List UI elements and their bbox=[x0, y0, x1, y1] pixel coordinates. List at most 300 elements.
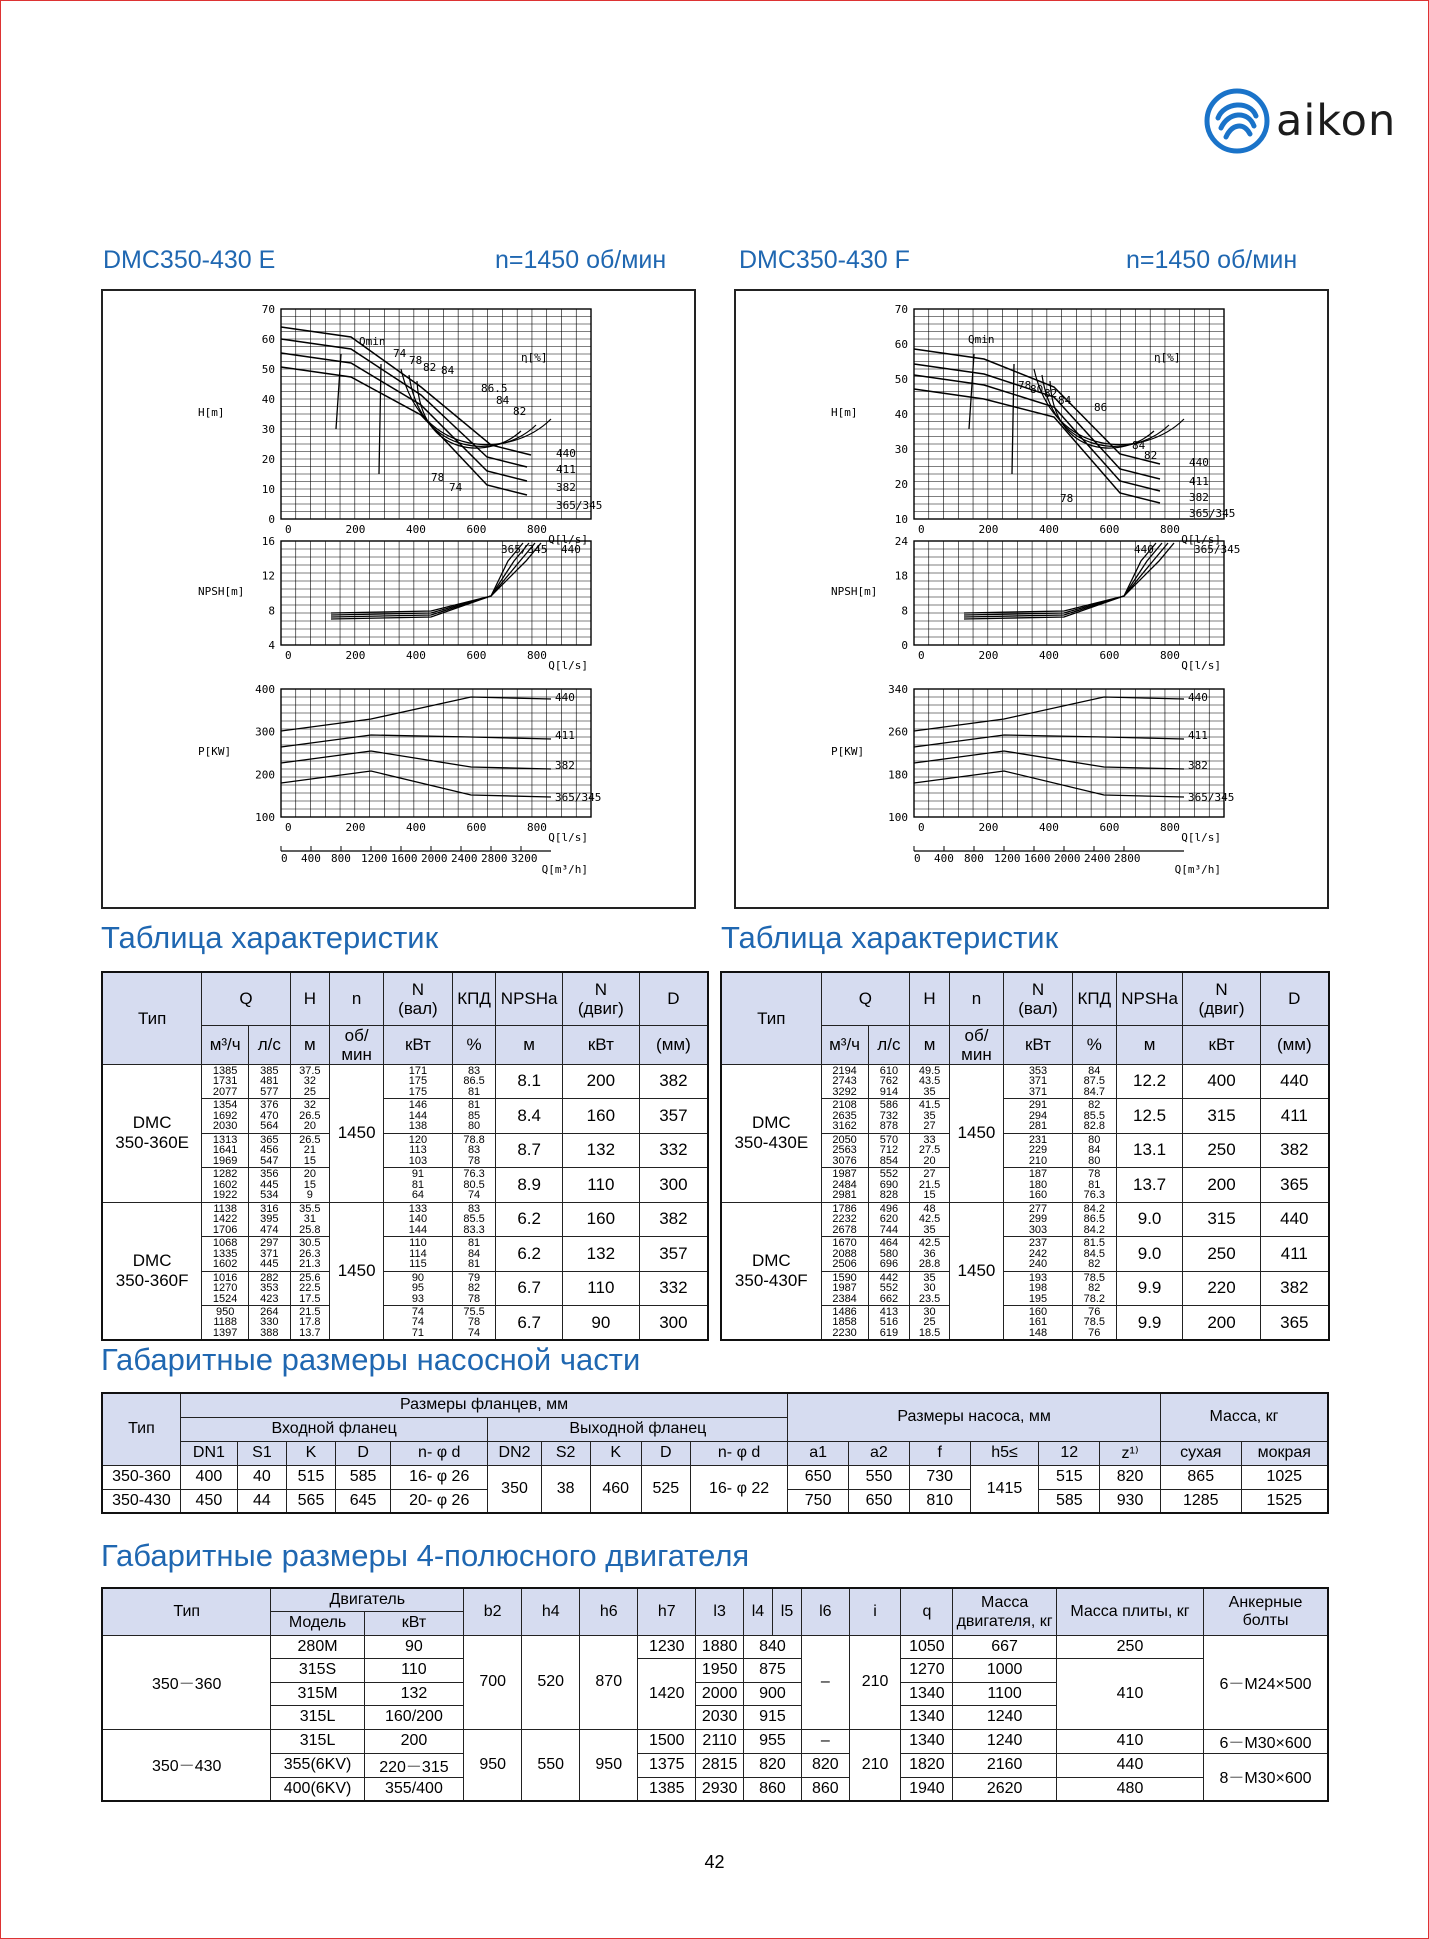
power-tick: 400 bbox=[255, 683, 275, 696]
col-l3: l3 bbox=[696, 1588, 744, 1635]
cell-values: 75.5 78 74 bbox=[452, 1306, 496, 1341]
q-tick: 400 bbox=[1039, 523, 1059, 536]
h-curve-label: 382 bbox=[1189, 491, 1209, 504]
cell-l6: – bbox=[802, 1635, 850, 1729]
cell-values: 496 620 744 bbox=[868, 1202, 910, 1237]
cell-d: 382 bbox=[639, 1064, 708, 1099]
col-type: Тип bbox=[721, 972, 821, 1064]
cell-values: 1670 2088 2506 bbox=[821, 1237, 868, 1272]
unit-kw: кВт bbox=[384, 1025, 453, 1064]
q-tick: 400 bbox=[406, 649, 426, 662]
col-q: Q bbox=[202, 972, 290, 1025]
cell-l6: 820 bbox=[802, 1753, 850, 1777]
cell-h4: 520 bbox=[522, 1635, 580, 1729]
unit-n: об/мин bbox=[949, 1025, 1003, 1064]
cell-s1: 44 bbox=[237, 1489, 286, 1513]
cell-12: 515 bbox=[1039, 1465, 1100, 1489]
eff-label: 82 bbox=[1044, 387, 1058, 400]
col-13: f bbox=[909, 1441, 970, 1465]
cell-values: 84 87.5 84.7 bbox=[1072, 1064, 1116, 1099]
cell-values: 21.5 17.8 13.7 bbox=[290, 1306, 329, 1341]
cell-npsha: 9.0 bbox=[1116, 1237, 1183, 1272]
cell-values: 42.5 36 28.8 bbox=[910, 1237, 950, 1272]
col-9: D bbox=[641, 1441, 690, 1465]
q3-tick: 2800 bbox=[481, 852, 508, 865]
col-16: z¹⁾ bbox=[1100, 1441, 1161, 1465]
col-type: Тип bbox=[102, 1588, 271, 1635]
cell-motor: 200 bbox=[1183, 1168, 1260, 1203]
cell-motor: 315 bbox=[1183, 1202, 1260, 1237]
cell-d: 332 bbox=[639, 1271, 708, 1306]
cell-npsha: 6.7 bbox=[496, 1271, 563, 1306]
cell-d: 300 bbox=[639, 1168, 708, 1203]
cell-npsha: 8.1 bbox=[496, 1064, 563, 1099]
cell-f: 810 bbox=[909, 1489, 970, 1513]
table-row bbox=[102, 1635, 1328, 1659]
cell-values: 316 395 474 bbox=[249, 1202, 291, 1237]
brand-logo bbox=[1204, 86, 1414, 156]
cell-values: 1354 1692 2030 bbox=[202, 1099, 249, 1134]
eff-label: 78 bbox=[409, 354, 423, 367]
power-curve bbox=[914, 751, 1184, 769]
cell-mass-motor: 2620 bbox=[953, 1777, 1057, 1801]
col-5: n- φ d bbox=[391, 1441, 488, 1465]
table-row bbox=[102, 1465, 1328, 1489]
cell-values: 442 552 662 bbox=[868, 1271, 910, 1306]
col-outlet: Выходной фланец bbox=[488, 1417, 788, 1441]
col-flanges: Размеры фланцев, мм bbox=[180, 1393, 787, 1417]
pump-curve-chart-e bbox=[101, 289, 696, 909]
cell-a1: 650 bbox=[788, 1465, 849, 1489]
q-tick: 0 bbox=[918, 821, 925, 834]
cell-values: 365 456 547 bbox=[249, 1133, 291, 1168]
npsh-grid bbox=[281, 541, 591, 645]
cell-values: 1138 1422 1706 bbox=[202, 1202, 249, 1237]
cell-mass-motor: 667 bbox=[953, 1635, 1057, 1659]
eff-label: 82 bbox=[513, 405, 527, 418]
cell-a1: 750 bbox=[788, 1489, 849, 1513]
power-tick: 300 bbox=[255, 725, 275, 739]
power-curve-label: 411 bbox=[555, 729, 575, 742]
h-tick: 50 bbox=[894, 373, 908, 386]
cell-kw: 90 bbox=[364, 1635, 463, 1659]
aikon-logo-icon bbox=[1204, 88, 1270, 154]
h-curve-label: 411 bbox=[1189, 475, 1209, 488]
cell-values: 35 30 23.5 bbox=[910, 1271, 950, 1306]
col-pump-size: Размеры насоса, мм bbox=[788, 1393, 1161, 1441]
cell-values: 33 27.5 20 bbox=[910, 1133, 950, 1168]
cell-d: 365 bbox=[1260, 1306, 1329, 1341]
cell-values: 37.5 32 25 bbox=[290, 1064, 329, 1099]
q-tick: 200 bbox=[345, 649, 366, 662]
col-l5: l5 bbox=[772, 1588, 801, 1635]
cell-values: 291 294 281 bbox=[1004, 1099, 1073, 1134]
col-8: K bbox=[590, 1441, 641, 1465]
cell-npsha: 8.7 bbox=[496, 1133, 563, 1168]
col-mass-motor: Масса двигателя, кг bbox=[953, 1588, 1057, 1635]
cell-kw: 110 bbox=[364, 1659, 463, 1683]
cell-bolts: 8－M30×600 bbox=[1204, 1753, 1328, 1801]
cell-wet: 1525 bbox=[1241, 1489, 1328, 1513]
chart-title-e: DMC350-430 E bbox=[103, 246, 276, 274]
cell-l3: 2030 bbox=[696, 1706, 744, 1730]
cell-npsha: 12.5 bbox=[1116, 1099, 1183, 1134]
cell-dn1: 450 bbox=[180, 1489, 237, 1513]
cell-motor: 160 bbox=[562, 1099, 639, 1134]
cell-d: 300 bbox=[639, 1306, 708, 1341]
unit-q1: м³/ч bbox=[202, 1025, 249, 1064]
eff-contour bbox=[1050, 381, 1154, 448]
unit-mm: (мм) bbox=[1260, 1025, 1329, 1064]
cell-12: 585 bbox=[1039, 1489, 1100, 1513]
cell-values: 160 161 148 bbox=[1004, 1306, 1073, 1341]
col-b2: b2 bbox=[464, 1588, 522, 1635]
q3-tick: 3200 bbox=[511, 852, 538, 865]
perf-title-right: Таблица характеристик bbox=[721, 920, 1059, 955]
q3-tick: 2000 bbox=[421, 852, 448, 865]
cell-values: 950 1188 1397 bbox=[202, 1306, 249, 1341]
cell-motor: 90 bbox=[562, 1306, 639, 1341]
cell-motor: 250 bbox=[1183, 1237, 1260, 1272]
cell-l3: 2110 bbox=[696, 1729, 744, 1753]
cell-values: 1282 1602 1922 bbox=[202, 1168, 249, 1203]
cell-kw: 160/200 bbox=[364, 1706, 463, 1730]
cell-q: 1820 bbox=[901, 1753, 953, 1777]
npsh-curve-label: 365/345 bbox=[1194, 543, 1241, 556]
table-row bbox=[721, 1064, 1329, 1099]
q-unit-label: Q[l/s] bbox=[1181, 831, 1221, 844]
h-tick: 60 bbox=[261, 333, 275, 346]
cell-values: 48 42.5 35 bbox=[910, 1202, 950, 1237]
cell-d: 440 bbox=[1260, 1202, 1329, 1237]
cell-wet: 1025 bbox=[1241, 1465, 1328, 1489]
q-tick: 0 bbox=[285, 523, 292, 536]
q-tick: 200 bbox=[978, 649, 999, 662]
cell-values: 610 762 914 bbox=[868, 1064, 910, 1099]
cell-values: 74 74 71 bbox=[384, 1306, 453, 1341]
h-curve-label: 382 bbox=[556, 481, 576, 494]
h-tick: 20 bbox=[894, 478, 908, 491]
cell-type: 350－430 bbox=[102, 1729, 271, 1801]
h-tick: 10 bbox=[261, 483, 275, 496]
cell-values: 25.6 22.5 17.5 bbox=[290, 1271, 329, 1306]
col-eff: КПД bbox=[1072, 972, 1116, 1025]
cell-values: 78.8 83 78 bbox=[452, 1133, 496, 1168]
h-curve-label: 440 bbox=[1189, 456, 1209, 469]
cell-values: 120 113 103 bbox=[384, 1133, 453, 1168]
eff-label: 80 bbox=[1030, 383, 1044, 396]
cell-values: 78.5 82 78.2 bbox=[1072, 1271, 1116, 1306]
power-curve-label: 365/345 bbox=[1188, 791, 1235, 804]
cell-l3: 1880 bbox=[696, 1635, 744, 1659]
npsh-tick: 8 bbox=[268, 604, 275, 618]
npsh-curve-label: 365/345 bbox=[501, 543, 548, 556]
q3-tick: 800 bbox=[331, 852, 351, 865]
cell-motor: 250 bbox=[1183, 1133, 1260, 1168]
cell-h6: 870 bbox=[580, 1635, 638, 1729]
pump-dims-title: Габаритные размеры насосной части bbox=[101, 1342, 641, 1377]
q-tick: 0 bbox=[918, 649, 925, 662]
qmin-line bbox=[1012, 364, 1014, 474]
eff-label: 84 bbox=[441, 364, 455, 377]
unit-kw2: кВт bbox=[562, 1025, 639, 1064]
cell-npsha: 9.9 bbox=[1116, 1271, 1183, 1306]
npsh-curve-label: 440 bbox=[1134, 543, 1154, 556]
cell-motor: 132 bbox=[562, 1133, 639, 1168]
q3-tick: 0 bbox=[281, 852, 288, 865]
cell-l6: 860 bbox=[802, 1777, 850, 1801]
npsh-curve-label: 440 bbox=[561, 543, 581, 556]
cell-dn2: 350 bbox=[488, 1465, 541, 1513]
col-d: D bbox=[1260, 972, 1329, 1025]
cell-l45: 840 bbox=[743, 1635, 801, 1659]
cell-npsha: 12.2 bbox=[1116, 1064, 1183, 1099]
q-tick: 400 bbox=[1039, 649, 1059, 662]
unit-m: м bbox=[496, 1025, 563, 1064]
unit-h: м bbox=[290, 1025, 329, 1064]
perf-table-left-wrap bbox=[101, 971, 709, 1341]
cell-h7: 1375 bbox=[638, 1753, 696, 1777]
cell-values: 187 180 160 bbox=[1004, 1168, 1073, 1203]
cell-motor: 400 bbox=[1183, 1064, 1260, 1099]
h-curve-label: 411 bbox=[556, 463, 576, 476]
col-h6: h6 bbox=[580, 1588, 638, 1635]
cell-mass-motor: 1240 bbox=[953, 1706, 1057, 1730]
cell-f: 730 bbox=[909, 1465, 970, 1489]
col-mass-plate: Масса плиты, кг bbox=[1056, 1588, 1203, 1635]
cell-values: 570 712 854 bbox=[868, 1133, 910, 1168]
cell-bolts: 6－M24×500 bbox=[1204, 1635, 1328, 1729]
col-npsha: NPSHa bbox=[1116, 972, 1183, 1025]
unit-n: об/мин bbox=[330, 1025, 384, 1064]
cell-values: 76.3 80.5 74 bbox=[452, 1168, 496, 1203]
cell-d: 585 bbox=[336, 1465, 391, 1489]
cell-q: 1340 bbox=[901, 1706, 953, 1730]
q-tick: 200 bbox=[978, 523, 999, 536]
col-17: сухая bbox=[1160, 1441, 1241, 1465]
eff-label: 78 bbox=[1060, 492, 1074, 505]
eff-label: 82 bbox=[423, 361, 437, 374]
q3-tick: 2800 bbox=[1114, 852, 1141, 865]
h-tick: 40 bbox=[894, 408, 908, 421]
h-tick: 40 bbox=[261, 393, 275, 406]
col-n-shaft: N (вал) bbox=[384, 972, 453, 1025]
col-n-motor: N (двиг) bbox=[562, 972, 639, 1025]
h-tick: 20 bbox=[261, 453, 275, 466]
col-d: D bbox=[639, 972, 708, 1025]
h-curve-label: 365/345 bbox=[556, 499, 603, 512]
cell-values: 1385 1731 2077 bbox=[202, 1064, 249, 1099]
npsh-tick: 0 bbox=[901, 639, 908, 652]
cell-bolts: 6－M30×600 bbox=[1204, 1729, 1328, 1753]
q-tick: 600 bbox=[1099, 649, 1120, 662]
cell-motor: 110 bbox=[562, 1168, 639, 1203]
cell-nd2: 16- φ 22 bbox=[690, 1465, 787, 1513]
q-tick: 800 bbox=[527, 821, 547, 834]
cell-l3: 2000 bbox=[696, 1682, 744, 1706]
cell-d: 382 bbox=[1260, 1271, 1329, 1306]
cell-d: 411 bbox=[1260, 1237, 1329, 1272]
page-number: 42 bbox=[704, 1852, 725, 1872]
col-n-shaft: N (вал) bbox=[1004, 972, 1073, 1025]
cell-kw: 132 bbox=[364, 1682, 463, 1706]
q-tick: 800 bbox=[1160, 523, 1180, 536]
cell-values: 81.5 84.5 82 bbox=[1072, 1237, 1116, 1272]
cell-values: 1068 1335 1602 bbox=[202, 1237, 249, 1272]
cell-values: 133 140 144 bbox=[384, 1202, 453, 1237]
cell-k: 565 bbox=[286, 1489, 335, 1513]
motor-dims-title: Габаритные размеры 4-полюсного двигателя bbox=[101, 1538, 750, 1573]
col-n: n bbox=[330, 972, 384, 1025]
cell-l45: 820 bbox=[743, 1753, 801, 1777]
h-tick: 30 bbox=[261, 423, 275, 436]
npsh-axis-label: NPSH[m] bbox=[198, 585, 245, 598]
npsh-tick: 24 bbox=[894, 535, 908, 548]
cell-values: 78 81 76.3 bbox=[1072, 1168, 1116, 1203]
eff-label: Qmin bbox=[359, 335, 386, 348]
q3-unit-label: Q[m³/h] bbox=[541, 863, 588, 876]
cell-motor: 132 bbox=[562, 1237, 639, 1272]
cell-values: 264 330 388 bbox=[249, 1306, 291, 1341]
cell-npsha: 9.0 bbox=[1116, 1202, 1183, 1237]
cell-values: 413 516 619 bbox=[868, 1306, 910, 1341]
cell-mass-plate: 250 bbox=[1056, 1635, 1203, 1659]
cell-type: 350-360 bbox=[102, 1465, 180, 1489]
cell-type: DMC 350-430E bbox=[721, 1064, 821, 1202]
cell-d: 365 bbox=[1260, 1168, 1329, 1203]
cell-mass-plate: 480 bbox=[1056, 1777, 1203, 1801]
h-curve-label: 440 bbox=[556, 447, 576, 460]
cell-motor: 110 bbox=[562, 1271, 639, 1306]
h-tick: 30 bbox=[894, 443, 908, 456]
cell-l3: 1950 bbox=[696, 1659, 744, 1683]
eff-label: 74 bbox=[393, 347, 407, 360]
unit-q2: л/с bbox=[249, 1025, 291, 1064]
q-unit-label: Q[l/s] bbox=[1181, 533, 1221, 546]
cell-values: 84.2 86.5 84.2 bbox=[1072, 1202, 1116, 1237]
cell-kw: 200 bbox=[364, 1729, 463, 1753]
h-tick: 10 bbox=[894, 513, 908, 526]
power-curve-label: 365/345 bbox=[555, 791, 602, 804]
q3-tick: 1600 bbox=[391, 852, 418, 865]
col-6: DN2 bbox=[488, 1441, 541, 1465]
q-tick: 600 bbox=[466, 821, 487, 834]
q-tick: 800 bbox=[1160, 821, 1180, 834]
cell-l45: 860 bbox=[743, 1777, 801, 1801]
npsh-tick: 8 bbox=[901, 604, 908, 618]
cell-q: 1270 bbox=[901, 1659, 953, 1683]
unit-mm: (мм) bbox=[639, 1025, 708, 1064]
q-tick: 600 bbox=[466, 523, 487, 536]
cell-values: 30 25 18.5 bbox=[910, 1306, 950, 1341]
col-model: Модель bbox=[271, 1612, 364, 1636]
col-q: q bbox=[901, 1588, 953, 1635]
cell-n: 1450 bbox=[330, 1064, 384, 1202]
cell-motor: 200 bbox=[562, 1064, 639, 1099]
col-3: K bbox=[286, 1441, 335, 1465]
col-h4: h4 bbox=[522, 1588, 580, 1635]
power-tick: 100 bbox=[888, 811, 908, 824]
cell-values: 20 15 9 bbox=[290, 1168, 329, 1203]
cell-values: 32 26.5 20 bbox=[290, 1099, 329, 1134]
cell-l3: 2815 bbox=[696, 1753, 744, 1777]
cell-l45: 900 bbox=[743, 1682, 801, 1706]
cell-h5: 1415 bbox=[970, 1465, 1039, 1513]
cell-q: 1940 bbox=[901, 1777, 953, 1801]
cell-mass-plate: 410 bbox=[1056, 1729, 1203, 1753]
cell-values: 80 84 80 bbox=[1072, 1133, 1116, 1168]
cell-a2: 650 bbox=[849, 1489, 910, 1513]
power-tick: 260 bbox=[888, 725, 908, 739]
pump-curve-chart-f bbox=[734, 289, 1329, 909]
cell-values: 1313 1641 1969 bbox=[202, 1133, 249, 1168]
col-14: h5≤ bbox=[970, 1441, 1039, 1465]
col-h: H bbox=[290, 972, 329, 1025]
unit-pct: % bbox=[1072, 1025, 1116, 1064]
cell-a2: 550 bbox=[849, 1465, 910, 1489]
cell-d: 645 bbox=[336, 1489, 391, 1513]
cell-i: 210 bbox=[849, 1729, 901, 1801]
unit-kw: кВт bbox=[1004, 1025, 1073, 1064]
cell-values: 146 144 138 bbox=[384, 1099, 453, 1134]
table-row bbox=[102, 1753, 1328, 1777]
table-row bbox=[102, 1777, 1328, 1801]
cell-model: 280M bbox=[271, 1635, 364, 1659]
cell-z: 820 bbox=[1100, 1465, 1161, 1489]
cell-values: 2108 2635 3162 bbox=[821, 1099, 868, 1134]
q3-tick: 1200 bbox=[994, 852, 1021, 865]
cell-values: 79 82 78 bbox=[452, 1271, 496, 1306]
cell-npsha: 13.7 bbox=[1116, 1168, 1183, 1203]
cell-d: 382 bbox=[1260, 1133, 1329, 1168]
cell-motor: 315 bbox=[1183, 1099, 1260, 1134]
unit-q1: м³/ч bbox=[821, 1025, 868, 1064]
q-tick: 800 bbox=[527, 649, 547, 662]
cell-values: 376 470 564 bbox=[249, 1099, 291, 1134]
cell-b2: 700 bbox=[464, 1635, 522, 1729]
table-row bbox=[102, 1202, 708, 1237]
q-tick: 400 bbox=[406, 821, 426, 834]
cell-values: 41.5 35 27 bbox=[910, 1099, 950, 1134]
power-curve-label: 382 bbox=[555, 759, 575, 772]
perf-table bbox=[720, 971, 1330, 1341]
pump-curve-svg-e bbox=[103, 291, 694, 907]
cell-values: 237 242 240 bbox=[1004, 1237, 1073, 1272]
perf-table bbox=[101, 971, 709, 1341]
h-tick: 60 bbox=[894, 338, 908, 351]
cell-h7: 1385 bbox=[638, 1777, 696, 1801]
col-18: мокрая bbox=[1241, 1441, 1328, 1465]
cell-values: 277 299 303 bbox=[1004, 1202, 1073, 1237]
q-unit-label: Q[l/s] bbox=[548, 659, 588, 672]
cell-values: 385 481 577 bbox=[249, 1064, 291, 1099]
col-npsha: NPSHa bbox=[496, 972, 563, 1025]
eff-label: 78 bbox=[1018, 379, 1032, 392]
q-tick: 800 bbox=[527, 523, 547, 536]
power-curve-label: 382 bbox=[1188, 759, 1208, 772]
q3-unit-label: Q[m³/h] bbox=[1174, 863, 1221, 876]
eff-label: 84 bbox=[1132, 439, 1146, 452]
h-tick: 50 bbox=[261, 363, 275, 376]
col-1: DN1 bbox=[180, 1441, 237, 1465]
q-tick: 600 bbox=[1099, 821, 1120, 834]
cell-k: 515 bbox=[286, 1465, 335, 1489]
cell-values: 35.5 31 25.8 bbox=[290, 1202, 329, 1237]
h-curve-label: 365/345 bbox=[1189, 507, 1236, 520]
q-tick: 200 bbox=[345, 523, 366, 536]
cell-mass-plate: 410 bbox=[1056, 1659, 1203, 1730]
cell-npsha: 8.4 bbox=[496, 1099, 563, 1134]
